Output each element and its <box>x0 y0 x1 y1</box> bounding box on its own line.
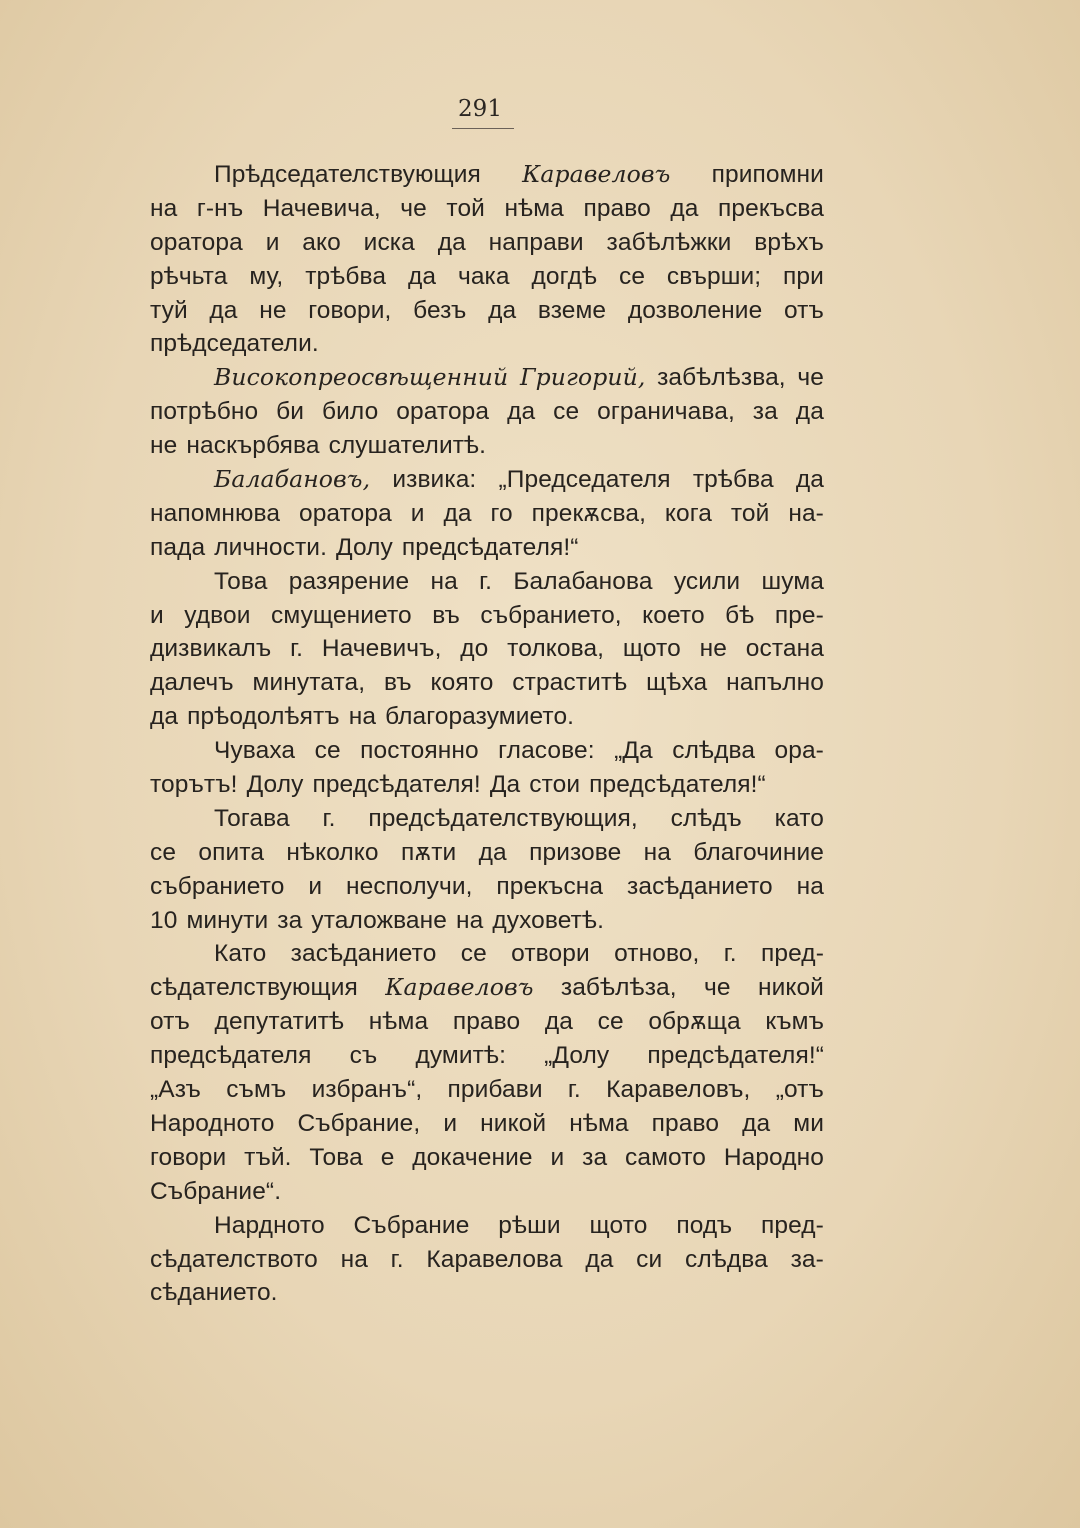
word: Долу <box>335 533 393 561</box>
word: Събрание“. <box>150 1177 282 1205</box>
word: го <box>490 499 513 527</box>
word: смущението <box>271 601 412 629</box>
word: той <box>446 194 485 222</box>
text-line <box>150 836 824 870</box>
text-line <box>150 327 824 361</box>
word: нѣма <box>368 1008 429 1036</box>
word: отъ <box>783 296 824 324</box>
text-line <box>150 904 824 938</box>
word: оратора <box>150 228 243 256</box>
body-text <box>150 158 824 1310</box>
text-line <box>150 599 824 633</box>
word: е <box>380 1143 395 1171</box>
word: да <box>742 1109 771 1137</box>
word: нѣколко <box>286 838 379 866</box>
word: той <box>730 499 770 527</box>
word: Каравеловъ <box>522 160 671 188</box>
word: Народно <box>723 1143 824 1171</box>
word: обрѫща <box>648 1008 741 1036</box>
word: трѣбва <box>305 262 387 290</box>
word: Високопреосвѣщенний <box>214 363 509 392</box>
word: предсѣдателя <box>150 1042 312 1070</box>
word: къмъ <box>765 1008 824 1036</box>
word: Събрание, <box>297 1109 421 1137</box>
word: пре- <box>774 601 824 629</box>
word: пред- <box>761 1211 824 1239</box>
word: разярение <box>288 567 410 595</box>
word: ми <box>793 1109 824 1137</box>
text-line <box>150 1276 824 1310</box>
word: отъ <box>150 1008 190 1036</box>
word: си <box>636 1245 663 1273</box>
word: сѣданието. <box>150 1279 278 1307</box>
paragraph <box>150 565 824 734</box>
word: на <box>430 567 458 595</box>
word: несполучи, <box>345 872 473 900</box>
word: бѣ <box>725 601 755 629</box>
word: до <box>460 635 489 663</box>
word: призове <box>529 838 622 866</box>
word: докачение <box>412 1143 533 1171</box>
word: прекѫсва, <box>531 499 646 527</box>
word: слушателитѣ. <box>328 432 487 460</box>
word: дозволение <box>627 296 763 324</box>
word: прекъсна <box>496 872 604 900</box>
text-line <box>150 1209 824 1243</box>
paragraph <box>150 463 824 565</box>
word: право <box>452 1008 521 1036</box>
word: минутата, <box>252 669 366 697</box>
word: съмъ <box>226 1076 287 1104</box>
word: отново, <box>614 940 700 968</box>
word: Начевичъ, <box>321 635 442 663</box>
word: се <box>314 737 341 765</box>
word: благоразумието. <box>385 703 575 731</box>
word: за- <box>790 1245 824 1273</box>
word: събранието <box>150 872 285 900</box>
word: слѣдва <box>672 737 756 765</box>
word: забѣлѣза, <box>560 974 677 1002</box>
text-line <box>150 1005 824 1039</box>
word: „Азъ <box>150 1076 201 1104</box>
word: Нардното <box>214 1211 325 1239</box>
word: да <box>544 1008 573 1036</box>
word: подъ <box>676 1211 733 1239</box>
word: Да <box>489 771 521 799</box>
word: щото <box>622 635 681 663</box>
word: и <box>443 1109 458 1137</box>
word: „Да <box>614 737 653 765</box>
word: сѣдателството <box>150 1245 318 1273</box>
word: г-нъ <box>196 194 244 222</box>
word: стои <box>529 771 581 799</box>
word: Григорий, <box>519 363 646 392</box>
word: Каравелова <box>426 1245 563 1273</box>
word: на <box>643 838 672 866</box>
word: наскърбява <box>186 432 320 460</box>
word: на <box>348 703 377 731</box>
word: „Председателя <box>498 466 671 494</box>
text-line <box>150 1175 824 1209</box>
word: Това <box>309 1143 363 1171</box>
word: която <box>430 669 494 697</box>
paragraph <box>150 1209 824 1311</box>
word: Тогава <box>214 804 290 832</box>
word: врѣхъ <box>754 228 824 256</box>
word: Балабанова <box>513 567 653 595</box>
word: Балабановъ, <box>214 465 371 494</box>
word: да <box>478 838 507 866</box>
word: напомнюва <box>150 499 281 527</box>
text-line <box>150 1141 824 1175</box>
word: Долу <box>246 771 304 799</box>
word: „Долу <box>544 1042 610 1070</box>
paragraph <box>150 734 824 802</box>
word: че <box>400 194 427 222</box>
word: предсѣдателя!“ <box>589 771 766 799</box>
word: би <box>276 398 305 426</box>
word: пред- <box>761 940 824 968</box>
word: засѣданието <box>290 940 437 968</box>
word: се <box>597 1008 624 1036</box>
word: остана <box>745 635 824 663</box>
word: иска <box>363 228 415 256</box>
text-line <box>150 734 824 768</box>
word: забѣлѣжки <box>606 228 732 256</box>
paragraph <box>150 937 824 1208</box>
text-line <box>150 700 824 734</box>
word: безъ <box>413 296 467 324</box>
word: слѣдва <box>685 1245 768 1273</box>
word: 10 <box>150 906 178 934</box>
word: ако <box>302 228 341 256</box>
word: вземе <box>537 296 607 324</box>
word: че <box>797 364 824 392</box>
text-line <box>150 294 824 328</box>
word: да <box>209 296 238 324</box>
word: се <box>553 398 580 426</box>
word: никой <box>480 1109 547 1137</box>
word: пада <box>150 533 206 561</box>
word: се <box>150 838 177 866</box>
word: никой <box>757 974 824 1002</box>
word: трѣбва <box>692 466 774 494</box>
word: за <box>582 1143 608 1171</box>
word: не <box>150 432 178 460</box>
text-line <box>150 429 824 463</box>
word: било <box>322 398 379 426</box>
word: Като <box>214 940 267 968</box>
text-line <box>150 192 824 226</box>
word: страститѣ <box>512 669 628 697</box>
word: далечъ <box>150 669 234 697</box>
text-line <box>150 260 824 294</box>
text-line <box>150 395 824 429</box>
word: Каравеловъ <box>385 973 534 1002</box>
word: предсѣдателствующия, <box>368 804 638 832</box>
text-line <box>150 1243 824 1277</box>
word: което <box>642 601 705 629</box>
word: благочиние <box>693 838 824 866</box>
word: припомни <box>711 161 824 188</box>
text-line <box>150 361 824 395</box>
word: да <box>795 398 824 426</box>
word: извика: <box>392 466 477 494</box>
word: торътъ! <box>150 771 238 799</box>
text-line <box>150 531 824 565</box>
word: въ <box>432 601 460 629</box>
word: удвои <box>184 601 251 629</box>
word: като <box>774 804 824 832</box>
word: за <box>752 398 778 426</box>
word: и <box>308 872 323 900</box>
word: ограничава, <box>597 398 735 426</box>
word: постоянно <box>360 737 479 765</box>
page-number: 291 <box>458 96 502 122</box>
word: да <box>443 499 472 527</box>
word: да <box>585 1245 614 1273</box>
word: говори <box>150 1143 227 1171</box>
text-line <box>150 565 824 599</box>
text-line <box>150 971 824 1005</box>
word: не <box>699 635 727 663</box>
text-line <box>150 463 824 497</box>
word: кога <box>664 499 712 527</box>
word: предсѣдателя!“ <box>401 533 579 561</box>
word: съ <box>349 1042 378 1070</box>
word: дизвикалъ <box>150 635 272 663</box>
word: при <box>783 262 824 290</box>
text-line <box>150 870 824 904</box>
word: тъй. <box>244 1143 292 1171</box>
word: избранъ“, <box>311 1076 423 1104</box>
word: оратора <box>298 499 392 527</box>
word: Това <box>214 567 268 595</box>
word: не <box>259 296 287 324</box>
word: право <box>583 194 651 222</box>
word: думитѣ: <box>415 1042 506 1070</box>
paragraph <box>150 158 824 361</box>
text-line <box>150 802 824 836</box>
word: да <box>488 296 517 324</box>
word: на <box>456 906 484 934</box>
word: Каравеловъ, <box>606 1076 751 1104</box>
page-number-rule <box>452 128 514 129</box>
word: Събрание <box>353 1211 470 1239</box>
text-line <box>150 158 824 192</box>
word: г. <box>290 635 304 663</box>
text-line <box>150 666 824 700</box>
text-line <box>150 632 824 666</box>
word: Прѣдседателствующия <box>214 161 481 188</box>
word: на- <box>788 499 824 527</box>
word: самото <box>625 1143 706 1171</box>
text-line <box>150 1073 824 1107</box>
word: шума <box>761 567 824 595</box>
text-line <box>150 1107 824 1141</box>
word: и <box>265 228 280 256</box>
word: въ <box>383 669 412 697</box>
word: свърши; <box>666 262 762 290</box>
word: нѣма <box>569 1109 629 1137</box>
word: да <box>150 703 179 731</box>
word: прекъсва <box>718 194 824 222</box>
word: Начевича, <box>262 194 381 222</box>
word: на <box>796 872 824 900</box>
word: да <box>507 398 536 426</box>
word: право <box>651 1109 720 1137</box>
word: гласове: <box>498 737 595 765</box>
text-line <box>150 768 824 802</box>
word: направи <box>488 228 584 256</box>
word: щото <box>589 1211 648 1239</box>
paragraph <box>150 361 824 463</box>
word: уталожване <box>311 906 447 934</box>
word: му, <box>249 262 284 290</box>
word: слѣдъ <box>670 804 742 832</box>
word: че <box>704 974 731 1002</box>
word: опита <box>198 838 265 866</box>
word: Народното <box>150 1109 275 1137</box>
word: г. <box>567 1076 581 1104</box>
word: духоветѣ. <box>492 906 604 934</box>
text-line <box>150 1039 824 1073</box>
word: чака <box>457 262 510 290</box>
word: пѫти <box>400 838 457 866</box>
word: догдѣ <box>531 262 598 290</box>
word: ора- <box>774 737 824 765</box>
word: личности. <box>214 533 327 561</box>
word: оратора <box>396 398 490 426</box>
word: щѣха <box>646 669 708 697</box>
word: потрѣбно <box>150 398 259 426</box>
word: на <box>340 1245 368 1273</box>
word: и <box>150 601 164 629</box>
word: предсѣдателя!“ <box>647 1042 824 1070</box>
word: отвори <box>511 940 590 968</box>
text-line <box>150 226 824 260</box>
word: г. <box>723 940 737 968</box>
word: да <box>670 194 699 222</box>
word: г. <box>479 567 493 595</box>
word: прѣодолѣятъ <box>187 703 340 731</box>
word: депутатитѣ <box>214 1008 345 1036</box>
word: напълно <box>726 669 824 697</box>
word: и <box>410 499 425 527</box>
word: да <box>795 466 824 494</box>
word: на <box>150 194 178 222</box>
word: за <box>277 906 303 934</box>
word: толкова, <box>507 635 605 663</box>
text-line <box>150 937 824 971</box>
word: г. <box>390 1245 404 1273</box>
word: засѣданието <box>627 872 773 900</box>
word: сѣдателствующия <box>150 974 358 1002</box>
word: туй <box>150 296 188 324</box>
word: рѣши <box>498 1211 561 1239</box>
word: прибави <box>447 1076 543 1104</box>
word: се <box>460 940 487 968</box>
text-line <box>150 497 824 531</box>
word: се <box>618 262 646 290</box>
word: събранието, <box>480 601 622 629</box>
word: прѣдседатели. <box>150 330 319 358</box>
word: г. <box>322 804 336 832</box>
paragraph <box>150 802 824 938</box>
word: забѣлѣзва, <box>657 364 786 392</box>
word: нѣма <box>504 194 564 222</box>
word: „отъ <box>775 1076 824 1104</box>
word: предсѣдателя! <box>312 771 481 799</box>
word: да <box>437 228 466 256</box>
word: да <box>407 262 437 290</box>
word: говори, <box>308 296 392 324</box>
word: и <box>550 1143 565 1171</box>
word: Чуваха <box>214 737 296 765</box>
word: рѣчьта <box>150 262 228 290</box>
word: усили <box>673 567 741 595</box>
word: минути <box>186 906 269 934</box>
